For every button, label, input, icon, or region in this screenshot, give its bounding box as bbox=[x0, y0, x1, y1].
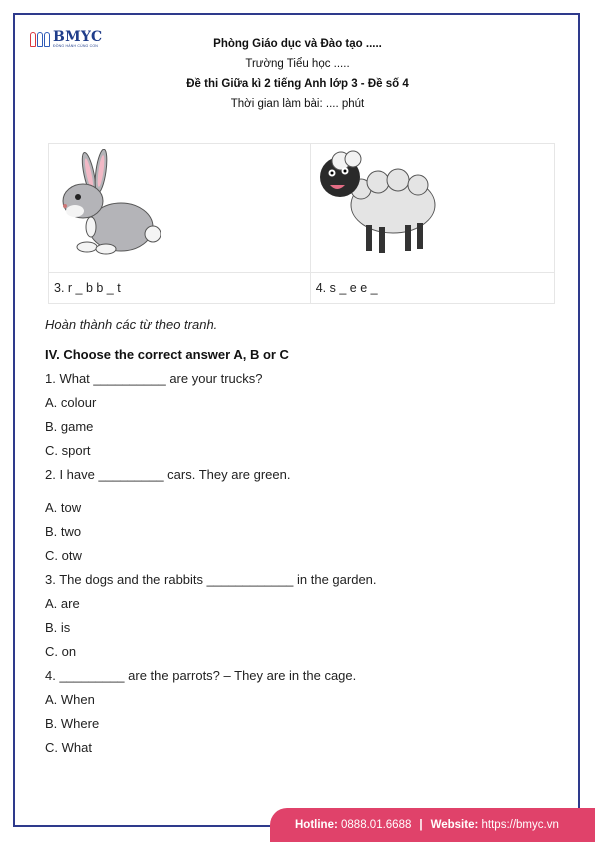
option-2a: A. tow bbox=[45, 500, 82, 515]
question-4: 4. _________ are the parrots? – They are in the cage. bbox=[45, 668, 357, 683]
option-1a: A. colour bbox=[45, 395, 97, 410]
footer-separator: | bbox=[419, 819, 423, 831]
logo-name: BMYC bbox=[53, 29, 103, 45]
option-2c: C. otw bbox=[45, 548, 82, 563]
rabbit-cell bbox=[49, 144, 311, 273]
contact-footer bbox=[270, 808, 595, 842]
option-4a: A. When bbox=[45, 692, 95, 707]
header-time: Thời gian làm bài: .... phút bbox=[230, 98, 365, 110]
page-frame bbox=[13, 13, 580, 827]
question-2: 2. I have _________ cars. They are green. bbox=[45, 467, 291, 482]
exam-header bbox=[0, 34, 595, 114]
section-title: IV. Choose the correct answer A, B or C bbox=[45, 347, 289, 362]
website-label: Website: bbox=[430, 819, 479, 831]
rabbit-icon bbox=[51, 149, 161, 259]
option-2b: B. two bbox=[45, 524, 82, 539]
option-4c: C. What bbox=[45, 740, 92, 755]
header-department: Phòng Giáo dục và Đào tạo ..... bbox=[213, 38, 382, 50]
header-school: Trường Tiểu học ..... bbox=[245, 58, 350, 70]
website-link[interactable]: https://bmyc.vn bbox=[481, 819, 559, 831]
question-1: 1. What __________ are your trucks? bbox=[45, 371, 263, 386]
picture-table bbox=[48, 143, 555, 304]
option-3c: C. on bbox=[45, 644, 77, 659]
option-1c: C. sport bbox=[45, 443, 91, 458]
option-4b: B. Where bbox=[45, 716, 100, 731]
option-3a: A. are bbox=[45, 596, 80, 611]
hotline-label: Hotline: bbox=[295, 819, 338, 831]
sheep-cell bbox=[310, 144, 554, 273]
question-3: 3. The dogs and the rabbits ____________ in the garden. bbox=[45, 572, 377, 587]
sheep-icon bbox=[313, 147, 443, 262]
instruction-text: Hoàn thành các từ theo tranh. bbox=[45, 317, 218, 332]
option-1b: B. game bbox=[45, 419, 94, 434]
sheep-word: 4. s _ e e _ bbox=[310, 273, 554, 304]
hotline-number[interactable]: 0888.01.6688 bbox=[341, 819, 412, 831]
logo-tagline: ĐỒNG HÀNH CÙNG CON bbox=[53, 44, 99, 48]
rabbit-word: 3. r _ b b _ t bbox=[49, 273, 311, 304]
header-exam-title: Đề thi Giữa kì 2 tiếng Anh lớp 3 - Đề số 4 bbox=[186, 78, 409, 90]
option-3b: B. is bbox=[45, 620, 71, 635]
